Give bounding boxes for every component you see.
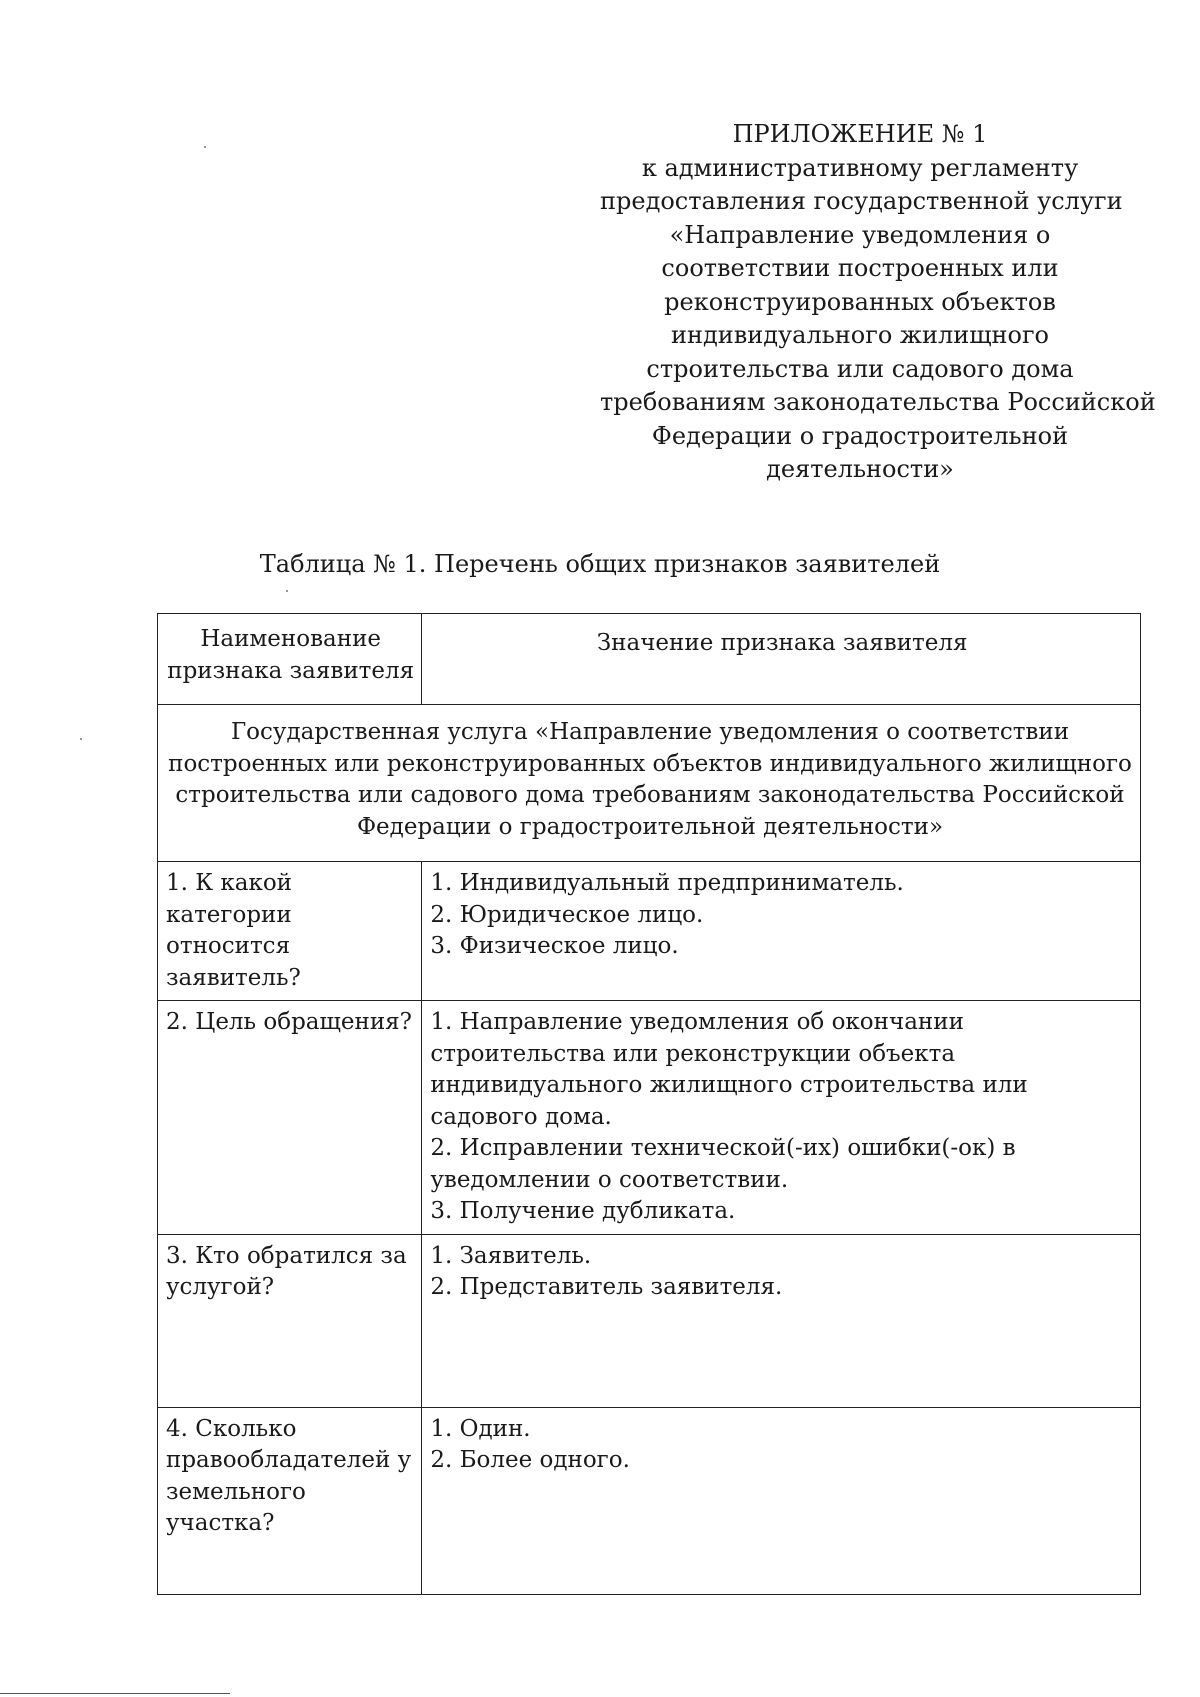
answers-cell [422,1407,1141,1594]
question-cell: 3. Кто обратился за услугой? [158,1234,422,1407]
table-row [158,1407,1141,1594]
appendix-line: соответствии построенных или [661,254,1059,282]
answer-item: 2. Исправлении технической(-их) ошибки(-ок) в уведомлении о соответствии. [430,1135,1016,1193]
answer-item: 1. Заявитель. [430,1242,592,1269]
table-row [158,1234,1141,1407]
applicant-attributes-table [157,613,1141,1595]
table-row [158,1001,1141,1235]
appendix-line: индивидуального жилищного [671,321,1049,349]
answer-item: 2. Более одного. [430,1447,630,1473]
answer-item: 3. Получение дубликата. [430,1198,736,1224]
service-name-cell [158,705,1141,862]
scan-speck [80,738,82,740]
answer-item: 1. Индивидуальный предприниматель. [430,870,904,896]
bottom-rule [0,1693,230,1694]
answer-item: 1. Один. [430,1415,531,1442]
answer-item: 1. Направление уведомления об окончании строительства или реконструкции объекта индивидуального жилищного строительства или садового дома. [430,1009,1028,1130]
answer-item: 2. Юридическое лицо. [430,901,704,928]
table-caption: Таблица № 1. Перечень общих признаков заявителей [259,550,941,578]
answer-item: 2. Представитель заявителя. [430,1274,783,1300]
table-header-row [158,614,1141,705]
answers-cell [422,1001,1141,1235]
header-attribute-value: Значение признака заявителя [422,614,1141,705]
service-name-row [158,705,1141,862]
appendix-line: реконструированных объектов [664,287,1056,316]
appendix-title: ПРИЛОЖЕНИЕ № 1 [732,120,988,148]
scan-speck [286,590,288,592]
appendix-line: предоставления государственной услуги [600,187,1123,215]
question-cell: 2. Цель обращения? [158,1001,422,1235]
question-cell: 4. Сколько правообладателей у земельного участка? [158,1407,422,1594]
appendix-line: «Направление уведомления о [669,220,1051,249]
question-cell: 1. К какой категории относится заявитель? [158,862,422,1001]
appendix-line: Федерации о градостроительной [651,421,1069,450]
appendix-line: строительства или садового дома [646,354,1074,383]
appendix-line: к административному регламенту [641,153,1079,182]
scan-speck [204,146,206,148]
answers-cell [422,862,1141,1001]
appendix-header [600,118,1156,487]
answers-cell [422,1234,1141,1407]
header-attribute-name: Наименование признака заявителя [158,614,422,705]
answer-item: 3. Физическое лицо. [430,933,679,959]
table-row [158,862,1141,1001]
service-name-text: Государственная услуга «Направление уведомления о соответствии построенных или реконструированных объектов индивидуального жилищного строительства или садового дома требованиям законодательства Российской Федерации о градостроительной деятельности» [168,719,1132,840]
appendix-line: требованиям законодательства Российской [600,388,1156,416]
appendix-line: деятельности» [766,455,954,483]
